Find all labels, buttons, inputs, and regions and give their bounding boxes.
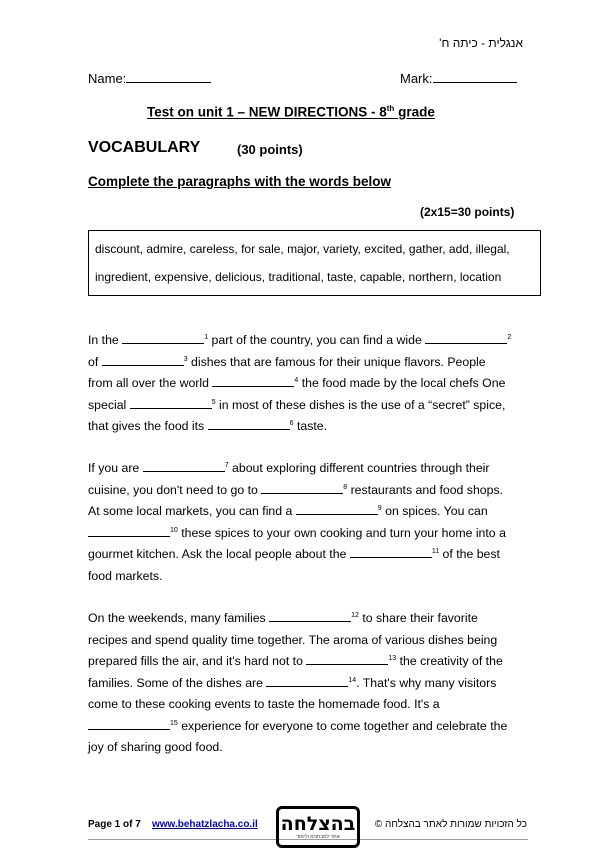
word-bank <box>88 230 541 296</box>
blank-1[interactable] <box>122 332 204 344</box>
logo-subtext: אתר למבחנים ולימוד <box>296 834 340 840</box>
blank-15[interactable] <box>88 718 170 730</box>
paragraph-3: On the weekends, many families $^{12}$ to share their favorite recipes and spend quality time together. The aroma of various dishes being prepared fills the air, and it's hard not to $^{13}$ the creativity of the families. Some of the dishes are $^{14}$. That's why many visitors come to these cooking events to taste the homemade food. It's a $^{15}$ experience for everyone to come together and celebrate the joy of sharing good food. <box>88 611 508 754</box>
instruction: Complete the paragraphs with the words below <box>88 174 392 189</box>
copyright: כל הזכויות שמורות לאתר בהצלחה © <box>374 819 527 830</box>
blank-4[interactable] <box>212 375 294 387</box>
blank-13[interactable] <box>306 653 388 665</box>
site-logo <box>276 806 360 848</box>
page-number: Page 1 of 7 <box>88 819 141 830</box>
blank-7[interactable] <box>143 460 225 472</box>
test-title: Test on unit 1 – NEW DIRECTIONS - 8th grade <box>147 104 435 120</box>
mark-label: Mark: <box>400 71 433 86</box>
blank-2[interactable] <box>425 332 507 344</box>
section-heading: VOCABULARY <box>88 139 201 156</box>
blank-9[interactable] <box>296 503 378 515</box>
blank-8[interactable] <box>261 482 343 494</box>
word-bank-line: ingredient, expensive, delicious, traditional, taste, capable, northern, location <box>95 270 502 284</box>
name-label: Name: <box>88 71 127 86</box>
score-label: (2x15=30 points) <box>420 205 515 219</box>
blank-11[interactable] <box>350 546 432 558</box>
site-link[interactable]: www.behatzlacha.co.il <box>152 819 258 830</box>
section-points: (30 points) <box>237 142 303 157</box>
paragraph-2: If you are $^7$ about exploring different countries through their cuisine, you don't need to go to $^8$ restaurants and food shops. At some local markets, you can find a $^9$ on spices. You can $^{10}$ these spices to your own cooking and turn your home into a gourmet kitchen. Ask the local people about the $^{11}$ of the best food markets. <box>88 461 506 583</box>
name-field[interactable] <box>88 71 211 86</box>
name-line[interactable] <box>126 82 211 83</box>
paragraph-1: In the $^1$ part of the country, you can find a wide $^2$ of $^3$ dishes that are famous for their unique flavors. People from all over the world $^4$ the food made by the local chefs One special $^5$ in most of these dishes is the use of a “secret” spice, that gives the food its $^6$ taste. <box>88 333 512 433</box>
subject-label: אנגלית - כיתה ח' <box>439 36 523 50</box>
blank-12[interactable] <box>269 610 351 622</box>
blank-14[interactable] <box>266 675 348 687</box>
blank-10[interactable] <box>88 525 170 537</box>
logo-text: בהצלחה <box>280 813 356 835</box>
blank-6[interactable] <box>208 418 290 430</box>
blank-5[interactable] <box>130 397 212 409</box>
blank-3[interactable] <box>102 354 184 366</box>
word-bank-line: discount, admire, careless, for sale, major, variety, excited, gather, add, illegal, <box>95 242 510 256</box>
mark-field[interactable] <box>400 71 517 86</box>
mark-line[interactable] <box>433 82 517 83</box>
